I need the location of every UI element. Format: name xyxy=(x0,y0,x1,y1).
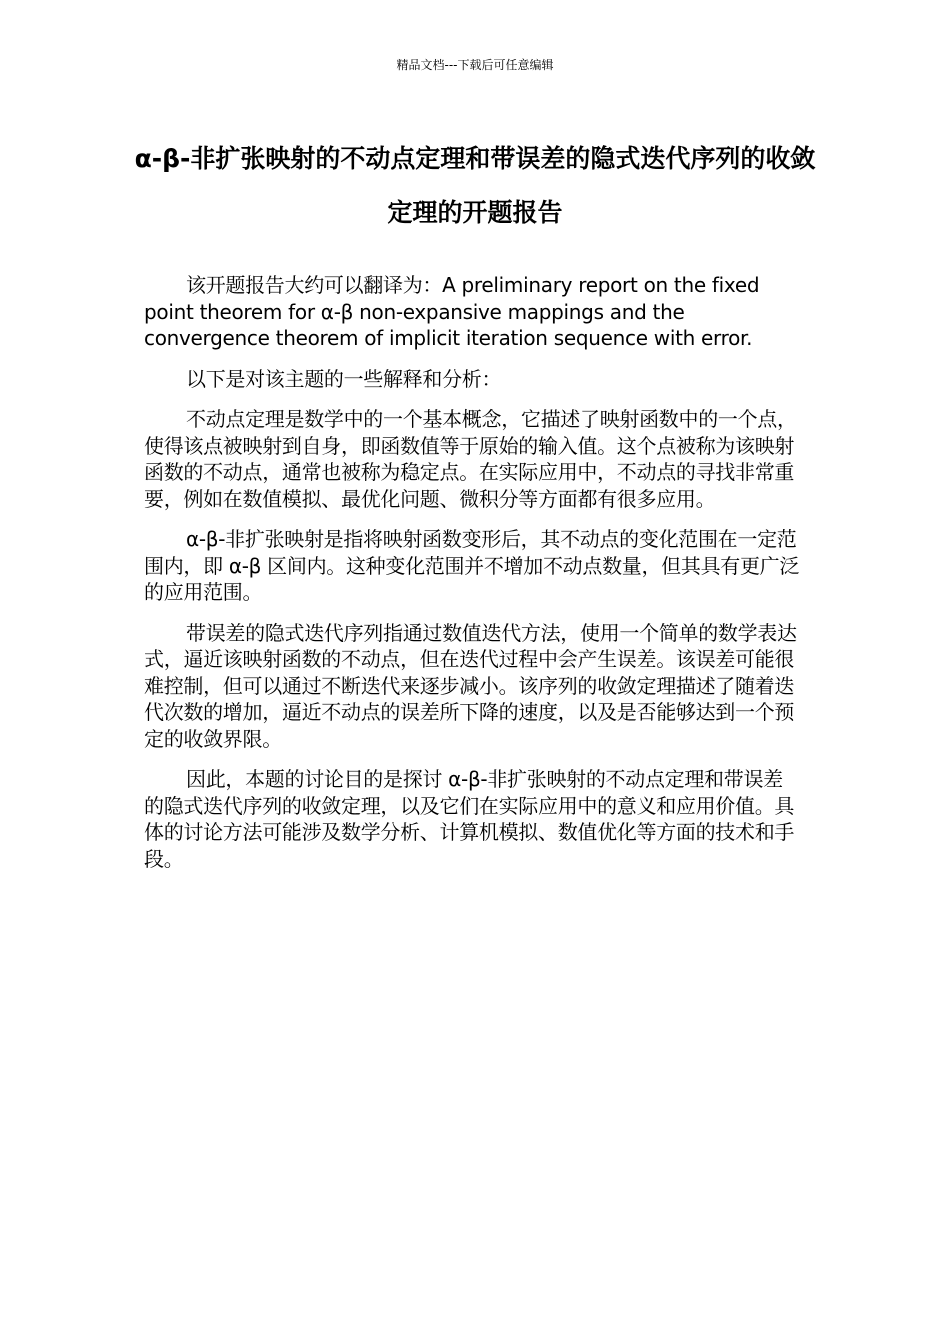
page-header: 精品文档---下载后可任意编辑 xyxy=(396,58,554,72)
paragraph-intro: 以下是对该主题的一些解释和分析： xyxy=(186,366,502,391)
paragraph-iteration: 带误差的隐式迭代序列指通过数值迭代方法，使用一个简单的数学表达式，逼近该映射函数的不动点，但在迭代过程中会产生误差。该误差可能很难控制，但可以通过不断迭代来逐步减小。该序列的收敛定理描述了随着迭代次数的增加，逼近不动点的误差所下降的速度，以及是否能够达到一个预定的收敛界限。 xyxy=(144,620,797,751)
paragraph-nonexpansive: α-β-非扩张映射是指将映射函数变形后，其不动点的变化范围在一定范围内，即 α-β 区间内。这种变化范围并不增加不动点数量，但其具有更广泛的应用范围。 xyxy=(144,527,800,604)
document-title: α-β-非扩张映射的不动点定理和带误差的隐式迭代序列的收敛定理的开题报告 xyxy=(134,144,816,227)
document-body xyxy=(144,272,800,886)
paragraph-conclusion: 因此，本题的讨论目的是探讨 α-β-非扩张映射的不动点定理和带误差的隐式迭代序列的收敛定理，以及它们在实际应用中的意义和应用价值。具体的讨论方法可能涉及数学分析、计算机模拟、数值优化等方面的技术和手段。 xyxy=(144,767,795,871)
paragraph-translation: 该开题报告大约可以翻译为：A preliminary report on the fixed point theorem for α-β non-expansive mappings and the convergence theorem of implicit iteration sequence with error. xyxy=(144,273,760,350)
paragraph-fixed-point: 不动点定理是数学中的一个基本概念，它描述了映射函数中的一个点，使得该点被映射到自身，即函数值等于原始的输入值。这个点被称为该映射函数的不动点，通常也被称为稳定点。在实际应用中，不动点的寻找非常重要，例如在数值模拟、最优化问题、微积分等方面都有很多应用。 xyxy=(144,407,797,511)
